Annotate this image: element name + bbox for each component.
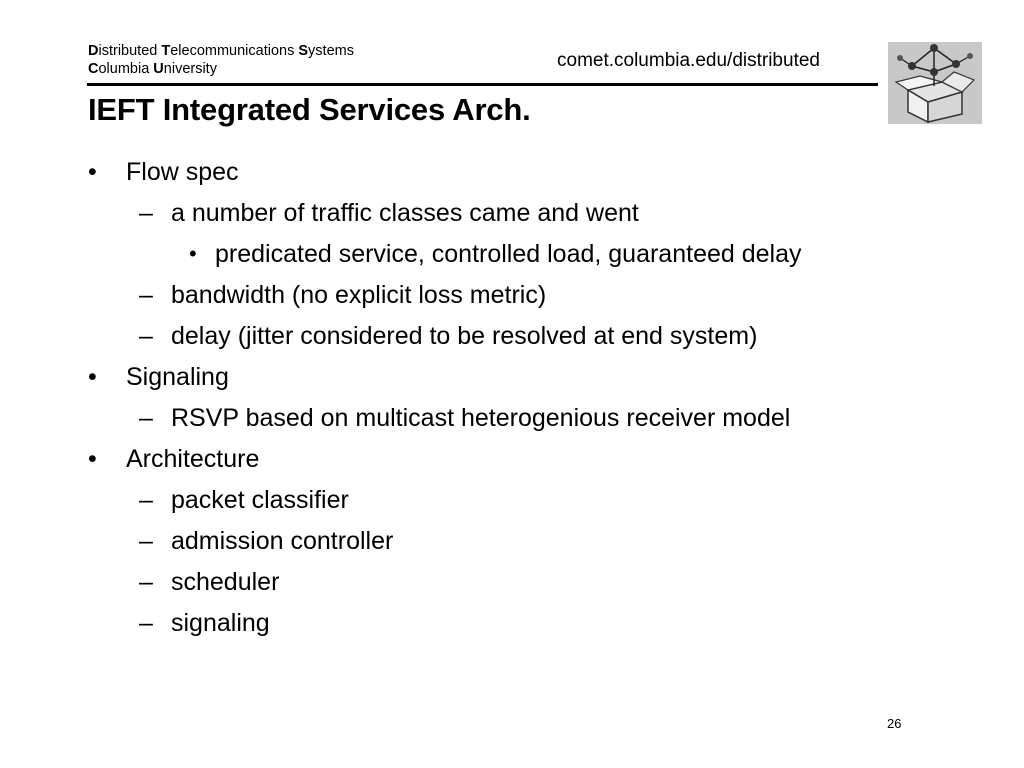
bullet-text: admission controller — [171, 527, 394, 555]
bullet-text: delay (jitter considered to be resolved at end system) — [171, 322, 758, 350]
bullet-text: Flow spec — [126, 158, 239, 186]
bullet-text: predicated service, controlled load, guaranteed delay — [215, 240, 802, 268]
bullet-dot-icon: • — [88, 158, 97, 186]
bullet-text: Signaling — [126, 363, 229, 391]
page-number: 26 — [887, 716, 902, 731]
bullet-dash-icon: – — [139, 568, 153, 596]
network-box-logo-icon — [888, 42, 982, 124]
bullet-dash-icon: – — [139, 281, 153, 309]
bullet-dot-icon: • — [189, 241, 197, 266]
organization-name — [88, 42, 354, 78]
bullet-item-level-1 — [88, 363, 229, 392]
bullet-dash-icon: – — [139, 609, 153, 637]
bullet-text: Architecture — [126, 445, 260, 473]
bullet-dash-icon: – — [139, 199, 153, 227]
bullet-text: packet classifier — [171, 486, 349, 514]
org-line-2: Columbia University — [88, 61, 217, 77]
bullet-item-level-2 — [139, 404, 791, 433]
bullet-item-level-1 — [88, 158, 239, 187]
bullet-item-level-2 — [139, 281, 547, 310]
bullet-item-level-2 — [139, 322, 758, 351]
bullet-item-level-2 — [139, 486, 349, 515]
bullet-text: bandwidth (no explicit loss metric) — [171, 281, 547, 309]
bullet-item-level-1 — [88, 445, 260, 474]
bullet-text: signaling — [171, 609, 270, 637]
bullet-dot-icon: • — [88, 445, 97, 473]
bullet-item-level-3 — [189, 240, 802, 269]
bullet-dash-icon: – — [139, 404, 153, 432]
bullet-item-level-2 — [139, 527, 394, 556]
bullet-item-level-2 — [139, 609, 270, 638]
bullet-text: RSVP based on multicast heterogenious receiver model — [171, 404, 791, 432]
slide-title: IEFT Integrated Services Arch. — [88, 92, 531, 127]
bullet-text: scheduler — [171, 568, 280, 596]
bullet-item-level-2 — [139, 568, 280, 597]
header-divider — [87, 83, 878, 86]
header-url: comet.columbia.edu/distributed — [557, 50, 820, 71]
bullet-dash-icon: – — [139, 527, 153, 555]
bullet-item-level-2 — [139, 199, 639, 228]
bullet-dash-icon: – — [139, 322, 153, 350]
bullet-dot-icon: • — [88, 363, 97, 391]
bullet-dash-icon: – — [139, 486, 153, 514]
org-line-1: Distributed Telecommunications Systems — [88, 43, 354, 59]
bullet-text: a number of traffic classes came and went — [171, 199, 639, 227]
